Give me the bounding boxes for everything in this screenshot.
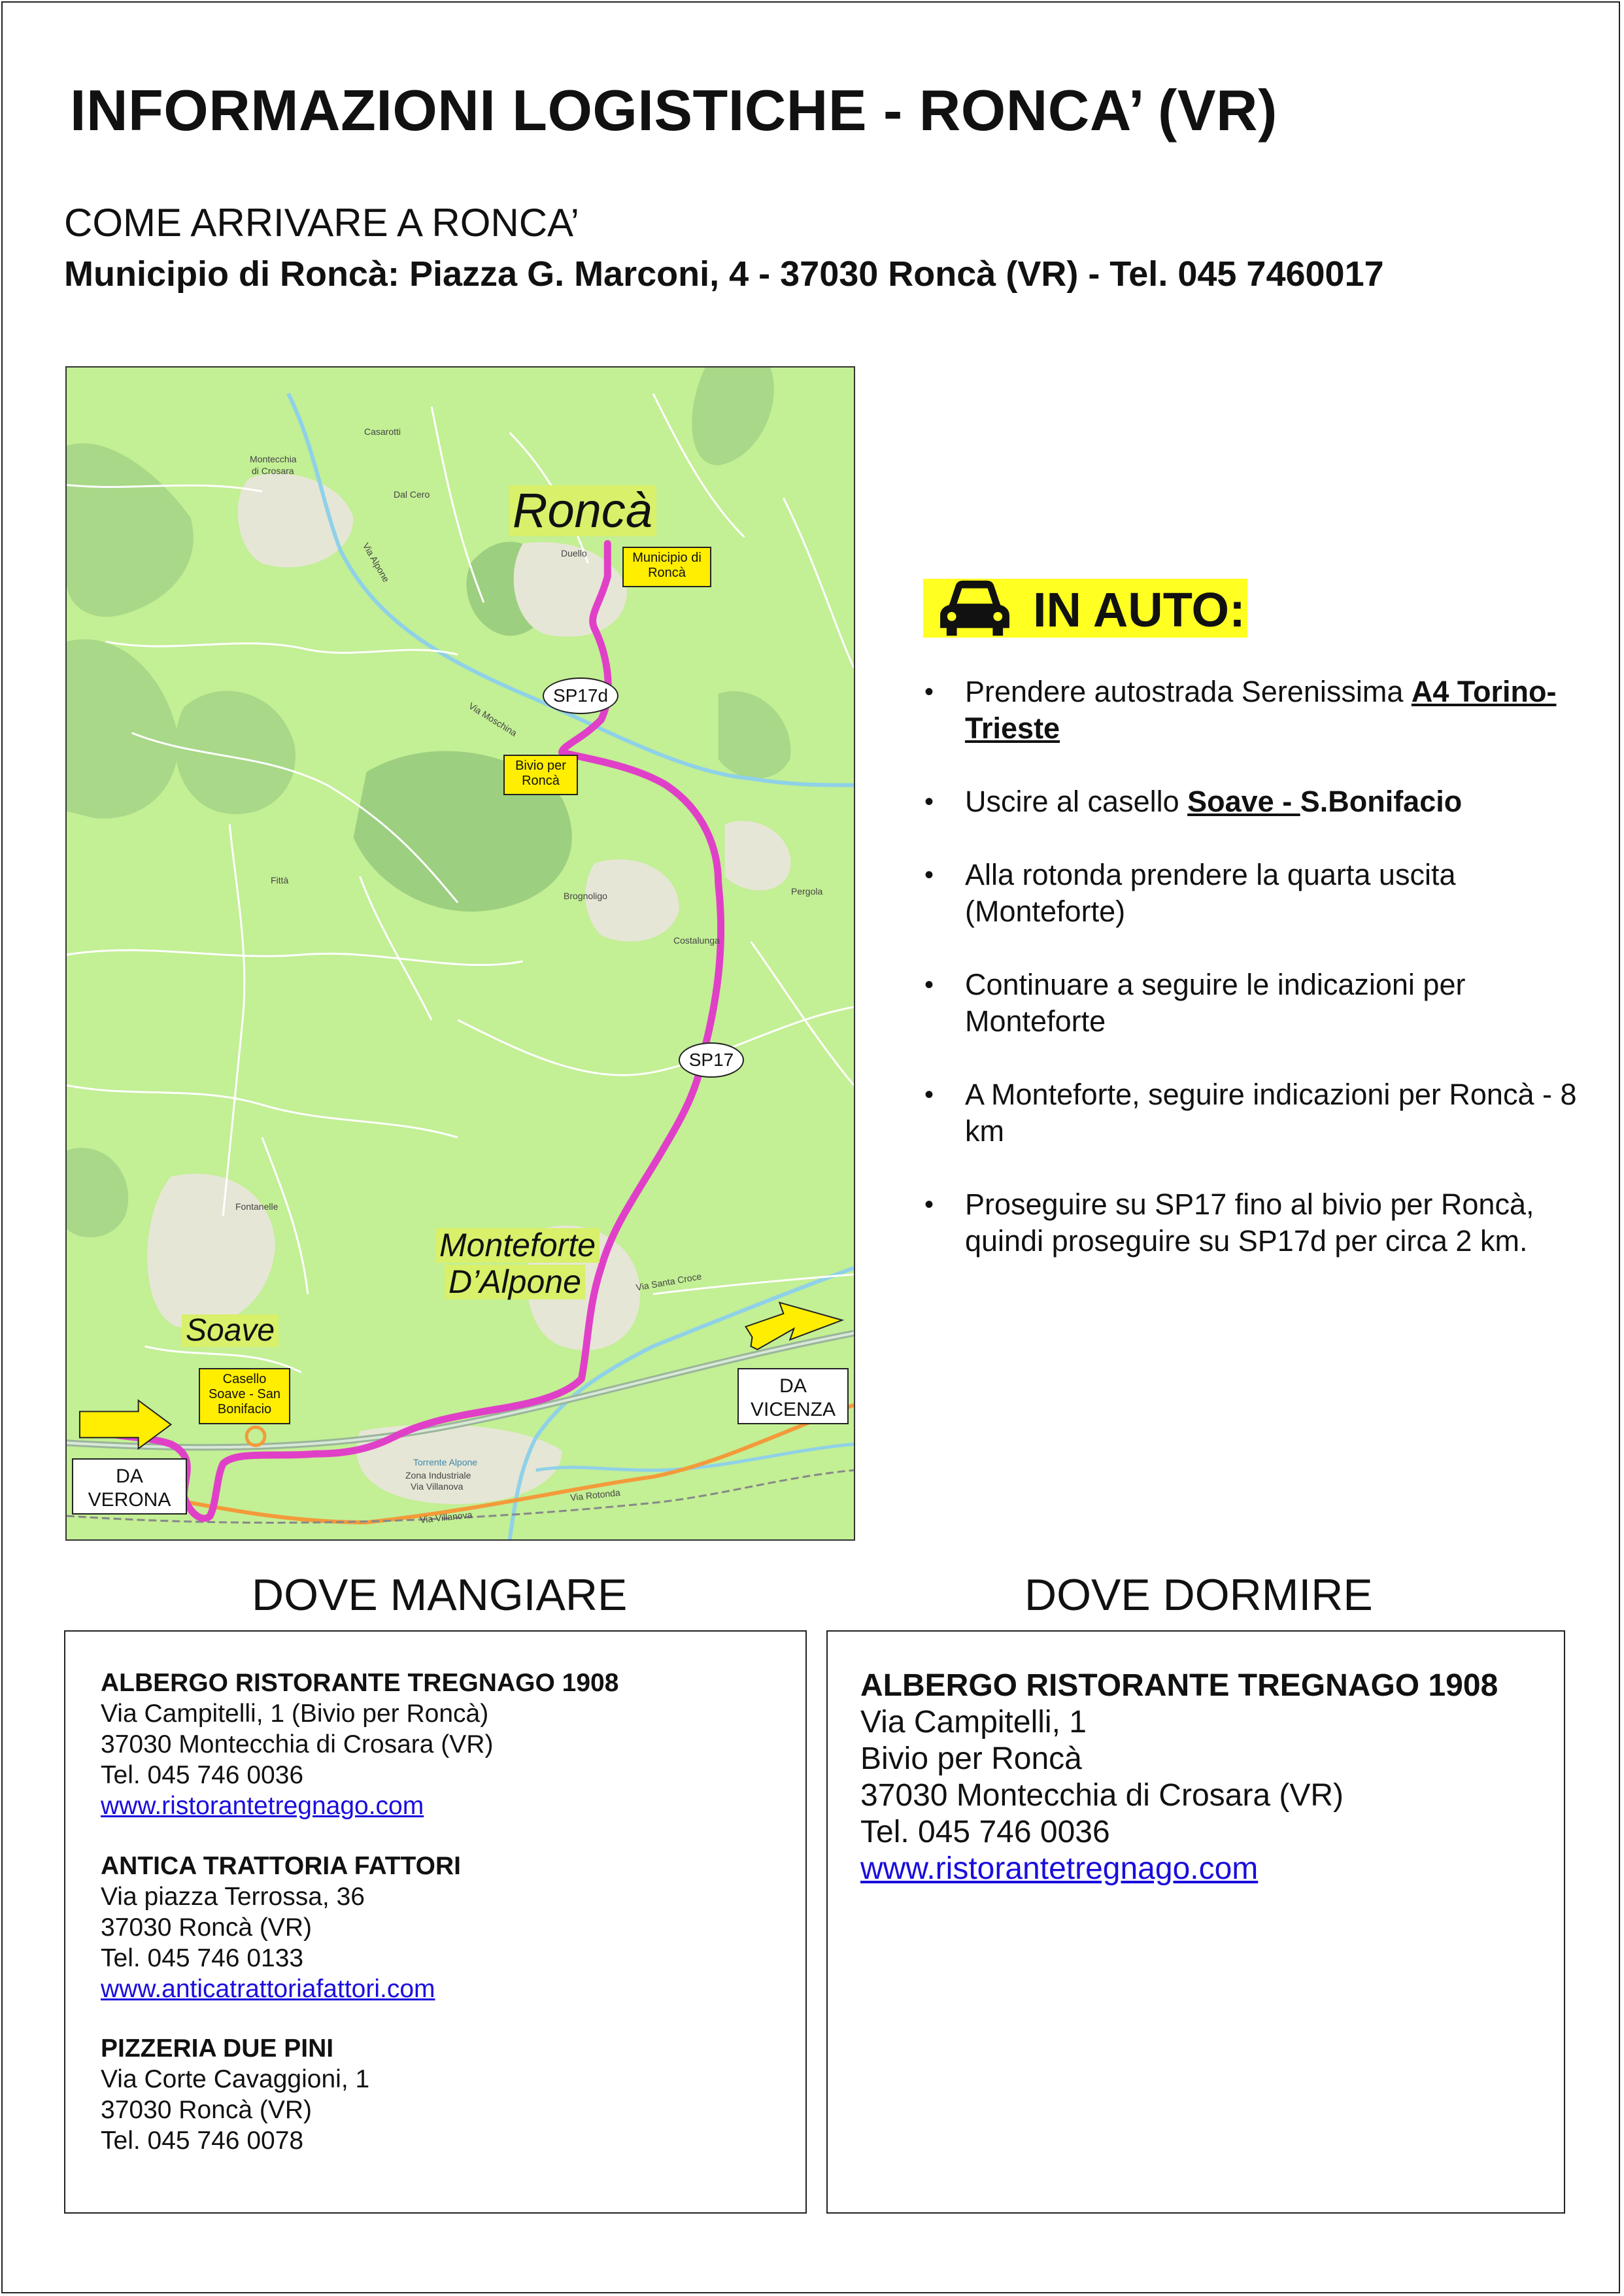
step-4-text: Continuare a seguire le indicazioni per Monteforte <box>965 968 1466 1038</box>
place-zona-industriale: Zona Industriale <box>405 1470 471 1481</box>
hotel-street: Via Campitelli, 1 <box>860 1705 1087 1739</box>
road-via-santa-croce: Via Santa Croce <box>635 1271 703 1293</box>
tag-casello <box>199 1368 290 1424</box>
restaurant-entry-3 <box>101 2033 369 2156</box>
page-subtitle: COME ARRIVARE A RONCA’ <box>64 201 579 245</box>
direction-vicenza-line-2: VICENZA <box>750 1399 836 1420</box>
hotel-location: Bivio per Roncà <box>860 1741 1082 1776</box>
restaurant-entry-1 <box>101 1668 618 1821</box>
restaurant-street: Via piazza Terrossa, 36 <box>101 1883 365 1911</box>
tag-bivio-line-1: Bivio per <box>515 759 566 773</box>
step-3-text: Alla rotonda prendere la quarta uscita (Monteforte) <box>965 858 1456 928</box>
driving-directions-list <box>922 674 1582 1296</box>
step-2-text: Uscire al casello <box>965 785 1188 818</box>
place-brognoligo: Brognoligo <box>564 891 607 901</box>
restaurant-phone: Tel. 045 746 0133 <box>101 1944 304 1972</box>
shield-sp17d: SP17d <box>543 677 618 714</box>
direction-verona-line-1: DA <box>116 1465 143 1487</box>
eat-section-title: DOVE MANGIARE <box>252 1570 628 1620</box>
town-label-ronca: Roncà <box>509 485 656 536</box>
hotel-phone: Tel. 045 746 0036 <box>860 1815 1110 1849</box>
step-6-text: Proseguire su SP17 fino al bivio per Roncà, quindi proseguire su SP17d per circa 2 km. <box>965 1188 1534 1258</box>
town-label-dalpone: D’Alpone <box>445 1265 585 1299</box>
direction-step-5 <box>922 1076 1582 1150</box>
bullet-icon: • <box>924 787 934 816</box>
direction-step-2 <box>922 783 1582 820</box>
place-zona-industriale-2: Via Villanova <box>411 1481 464 1492</box>
river-torrente-alpone: Torrente Alpone <box>413 1457 478 1467</box>
place-montecchia: Montecchia <box>250 454 297 464</box>
restaurant-phone: Tel. 045 746 0036 <box>101 1761 304 1789</box>
place-duello: Duello <box>561 548 587 558</box>
restaurant-name: PIZZERIA DUE PINI <box>101 2034 334 2063</box>
bullet-icon: • <box>924 1080 934 1109</box>
restaurant-name: ALBERGO RISTORANTE TREGNAGO 1908 <box>101 1669 619 1697</box>
restaurant-website-link[interactable]: www.anticatrattoriafattori.com <box>101 1975 435 2003</box>
step-2-exit-suffix: S.Bonifacio <box>1300 785 1463 818</box>
step-1-text: Prendere autostrada Serenissima <box>965 675 1412 708</box>
car-icon <box>936 577 1013 641</box>
restaurant-street: Via Campitelli, 1 (Bivio per Roncà) <box>101 1700 489 1728</box>
restaurant-name: ANTICA TRATTORIA FATTORI <box>101 1852 462 1880</box>
map-graphic <box>67 368 854 1539</box>
step-2-exit: Soave - <box>1187 785 1300 818</box>
direction-step-1 <box>922 674 1582 747</box>
auto-title: IN AUTO: <box>1033 583 1245 637</box>
tag-municipio-line-1: Municipio di <box>632 551 702 565</box>
step-1-highway: A4 Torino-Trieste <box>965 675 1557 745</box>
direction-vicenza-line-1: DA <box>779 1375 807 1397</box>
town-label-soave: Soave <box>182 1314 279 1347</box>
bullet-icon: • <box>924 861 934 889</box>
hotel-entry <box>860 1668 1498 1887</box>
page-title: INFORMAZIONI LOGISTICHE - RONCA’ (VR) <box>70 78 1277 143</box>
sleep-section-title: DOVE DORMIRE <box>1024 1570 1373 1620</box>
road-via-alpone: Via Alpone <box>360 541 392 584</box>
bullet-icon: • <box>924 1190 934 1219</box>
hotel-website-link[interactable]: www.ristorantetregnago.com <box>860 1851 1259 1886</box>
tag-bivio <box>503 755 578 795</box>
place-dal-cero: Dal Cero <box>394 489 430 500</box>
direction-step-3 <box>922 857 1582 930</box>
road-via-villanova: Via Villanova <box>419 1509 473 1526</box>
direction-vicenza <box>737 1368 849 1424</box>
restaurant-website-link[interactable]: www.ristorantetregnago.com <box>101 1792 424 1820</box>
direction-step-6 <box>922 1186 1582 1259</box>
tag-casello-line-1: Casello <box>222 1372 267 1386</box>
restaurant-entry-2 <box>101 1851 461 2004</box>
tag-casello-line-2: Soave - San <box>208 1387 281 1401</box>
shield-sp17: SP17 <box>679 1042 744 1078</box>
route-map <box>65 366 855 1541</box>
restaurant-phone: Tel. 045 746 0078 <box>101 2127 304 2155</box>
restaurant-street: Via Corte Cavaggioni, 1 <box>101 2065 370 2093</box>
hotel-city: 37030 Montecchia di Crosara (VR) <box>860 1778 1344 1813</box>
place-costalunga: Costalunga <box>673 935 720 946</box>
place-casarotti: Casarotti <box>364 426 401 437</box>
direction-verona-line-2: VERONA <box>88 1489 171 1511</box>
hotel-name: ALBERGO RISTORANTE TREGNAGO 1908 <box>860 1668 1498 1703</box>
step-5-text: A Monteforte, seguire indicazioni per Roncà - 8 km <box>965 1078 1577 1148</box>
direction-step-4 <box>922 967 1582 1040</box>
town-hall-address: Municipio di Roncà: Piazza G. Marconi, 4 - 37030 Roncà (VR) - Tel. 045 7460017 <box>64 254 1384 294</box>
restaurant-city: 37030 Roncà (VR) <box>101 2096 313 2124</box>
town-label-monteforte: Monteforte <box>435 1228 600 1263</box>
tag-bivio-line-2: Roncà <box>522 774 560 788</box>
direction-verona <box>72 1458 187 1515</box>
place-pergola: Pergola <box>791 886 823 897</box>
bullet-icon: • <box>924 677 934 706</box>
bullet-icon: • <box>924 970 934 999</box>
restaurant-city: 37030 Roncà (VR) <box>101 1913 313 1942</box>
place-montecchia-2: di Crosara <box>252 466 294 476</box>
place-fitta: Fittà <box>271 875 289 885</box>
tag-municipio-line-2: Roncà <box>648 566 686 580</box>
place-fontanelle: Fontanelle <box>235 1201 279 1212</box>
tag-casello-line-3: Bonifacio <box>217 1402 272 1416</box>
road-via-rotonda: Via Rotonda <box>569 1487 621 1503</box>
tag-municipio <box>622 547 711 587</box>
road-via-moschina: Via Moschina <box>467 700 519 738</box>
restaurant-city: 37030 Montecchia di Crosara (VR) <box>101 1730 494 1758</box>
